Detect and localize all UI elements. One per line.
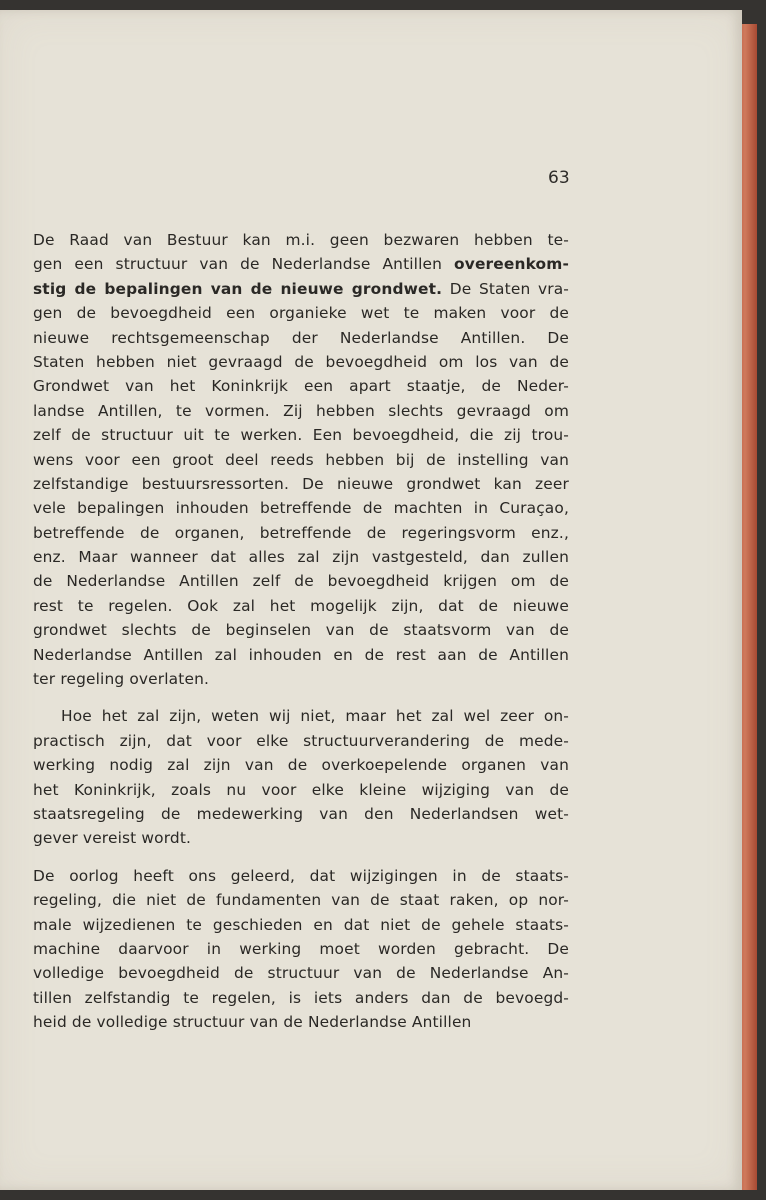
text-line: staatsregeling de medewerking van den Nederlandsen wet-	[33, 804, 569, 823]
text-line: nieuwe rechtsgemeenschap der Nederlandse Antillen. De	[33, 328, 569, 347]
page-number: 63	[548, 168, 570, 188]
text-line: heid de volledige structuur van de Nederlandse Antillen	[33, 1013, 472, 1032]
text-line: het Koninkrijk, zoals nu voor elke kleine wijziging van de	[33, 780, 569, 799]
body-text	[33, 228, 569, 1035]
text-line: rest te regelen. Ook zal het mogelijk zijn, dat de nieuwe	[33, 596, 569, 615]
text-line: betreffende de organen, betreffende de regeringsvorm enz.,	[33, 523, 569, 542]
bold-phrase: overeenkom-	[454, 255, 569, 274]
text-line: Staten hebben niet gevraagd de bevoegdheid om los van de	[33, 352, 569, 371]
page-sheet	[0, 10, 742, 1190]
text-line: werking nodig zal zijn van de overkoepelende organen van	[33, 756, 569, 775]
text-line: practisch zijn, dat voor elke structuurverandering de mede-	[33, 731, 569, 750]
text-line: machine daarvoor in werking moet worden gebracht. De	[33, 939, 569, 958]
text-line: landse Antillen, te vormen. Zij hebben slechts gevraagd om	[33, 401, 569, 420]
paragraph-2	[33, 704, 569, 850]
text-line: gen de bevoegdheid een organieke wet te maken voor de	[33, 304, 569, 323]
text-line: male wijzedienen te geschieden en dat niet de gehele staats-	[33, 915, 569, 934]
paragraph-3	[33, 864, 569, 1035]
text-line: De Raad van Bestuur kan m.i. geen bezwaren hebben te-	[33, 231, 569, 249]
text-line: ter regeling overlaten.	[33, 670, 210, 689]
text-line: grondwet slechts de beginselen van de staatsvorm van de	[33, 621, 569, 640]
text-line: enz. Maar wanneer dat alles zal zijn vastgesteld, dan zullen	[33, 548, 569, 567]
paragraph-1	[33, 228, 569, 691]
text-line: zelf de structuur uit te werken. Een bevoegdheid, die zij trou-	[33, 426, 569, 445]
text-line: De oorlog heeft ons geleerd, dat wijzigingen in de staats-	[33, 866, 569, 885]
text-line: wens voor een groot deel reeds hebben bij de instelling van	[33, 450, 569, 469]
text-line: zelfstandige bestuursressorten. De nieuwe grondwet kan zeer	[33, 474, 569, 493]
text-line: Nederlandse Antillen zal inhouden en de rest aan de Antillen	[33, 645, 569, 664]
text-line: tillen zelfstandig te regelen, is iets anders dan de bevoegd-	[33, 988, 569, 1007]
text-line: volledige bevoegdheid de structuur van de Nederlandse An-	[33, 964, 569, 983]
text-line: de Nederlandse Antillen zelf de bevoegdheid krijgen om de	[33, 572, 569, 591]
text-line: stig de bepalingen van de nieuwe grondwet. De Staten vra-	[33, 279, 569, 298]
text-line: Hoe het zal zijn, weten wij niet, maar het zal wel zeer on-	[61, 707, 569, 726]
text-line: gever vereist wordt.	[33, 829, 192, 848]
text-line: vele bepalingen inhouden betreffende de machten in Curaçao,	[33, 499, 569, 518]
bold-phrase: stig de bepalingen van de nieuwe grondwet.	[33, 279, 443, 298]
text-line: Grondwet van het Koninkrijk een apart staatje, de Neder-	[33, 377, 569, 396]
text-line: regeling, die niet de fundamenten van de staat raken, op nor-	[33, 891, 569, 910]
text-line: gen een structuur van de Nederlandse Antillen overeenkom-	[33, 255, 569, 274]
